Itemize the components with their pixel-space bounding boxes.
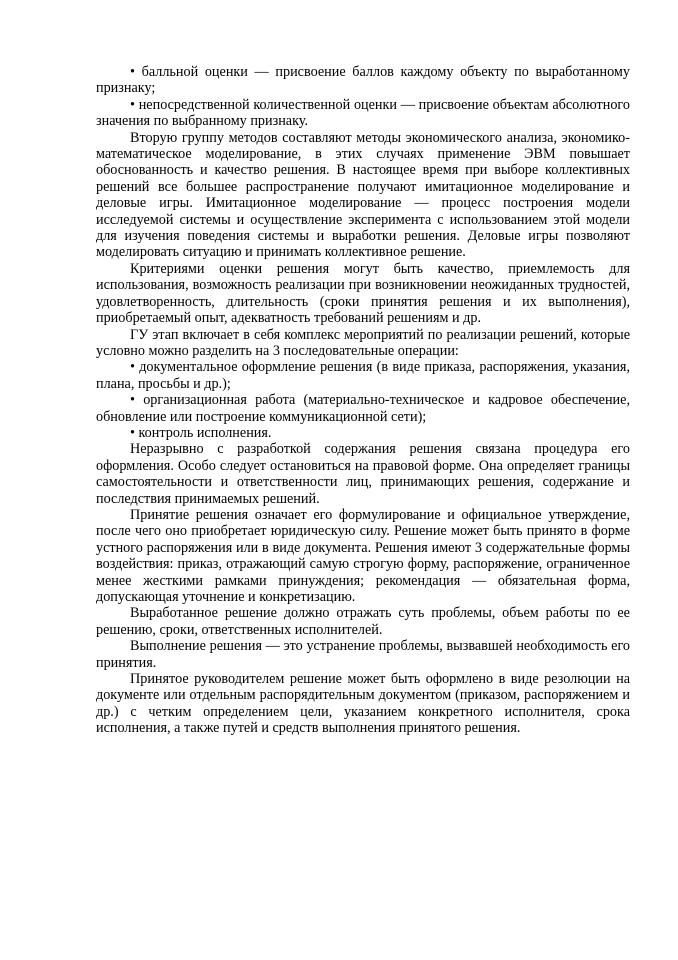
paragraph-evaluation-criteria: Критериями оценки решения могут быть качество, приемлемость для использования, возможность реализации при возникновении неожиданных трудностей, удовлетворенность, длительность (сроки принятия решения и их выполнения), приобретаемый опыт, адекватность требований решениям и др. <box>96 260 630 327</box>
paragraph-implementation-stage: ГУ этап включает в себя комплекс мероприятий по реализации решений, которые условно можно разделить на 3 последовательные операции: <box>96 326 630 359</box>
bullet-point-documentation: • документальное оформление решения (в виде приказа, распоряжения, указания, плана, просьбы и др.); <box>96 359 630 392</box>
bullet-point-execution-control: • контроль исполнения. <box>130 424 272 441</box>
paragraph-decision-execution: Выполнение решения — это устранение проблемы, вызвавшей необходимость его принятия. <box>96 638 630 671</box>
bullet-point-organizational-work: • организационная работа (материально-техническое и кадровое обеспечение, обновление или построение коммуникационной сети); <box>96 392 630 425</box>
bullet-point-score-evaluation: • балльной оценки — присвоение баллов каждому объекту по выработанному признаку; <box>96 64 630 97</box>
paragraph-decision-content: Выработанное решение должно отражать суть проблемы, объем работы по ее решению, сроки, ответственных исполнителей. <box>96 605 630 638</box>
paragraph-second-method-group: Вторую группу методов составляют методы экономического анализа, экономико-математическое моделирование, в этих случаях применение ЭВМ повышает обоснованность и качество решения. В настоящее время при выборе коллективных решений все большее распространение получают имитационное моделирование и деловые игры. Имитационное моделирование — процесс построения модели исследуемой системы и осуществление эксперимента с использованием этой модели для изучения поведения системы и выработки решения. Деловые игры позволяют моделировать ситуацию и принимать коллективное решение. <box>96 129 630 261</box>
paragraph-legal-form: Неразрывно с разработкой содержания решения связана процедура его оформления. Особо следует остановиться на правовой форме. Она определяет границы самостоятельности и ответственности лиц, принимающих решения, содержание и последствия принимаемых решений. <box>96 441 630 507</box>
bullet-point-quantitative-evaluation: • непосредственной количественной оценки — присвоение объектам абсолютного значения по выбранному признаку. <box>96 96 630 130</box>
document-page <box>96 64 630 737</box>
paragraph-decision-adoption: Принятие решения означает его формулирование и официальное утверждение, после чего оно приобретает юридическую силу. Решение может быть принято в форме устного распоряжения или в виде документа. Решения имеют 3 содержательные формы воздействия: приказ, отражающий самую строгую форму, распоряжение, ограниченное менее жесткими рамками принуждения; рекомендация — обязательная форма, допускающая уточнение и конкретизацию. <box>96 506 630 605</box>
paragraph-decision-formalization: Принятое руководителем решение может быть оформлено в виде резолюции на документе или отдельным распорядительным документом (приказом, распоряжением и др.) с четким определением цели, указанием конкретного исполнителя, срока исполнения, а также путей и средств выполнения принятого решения. <box>96 671 630 737</box>
